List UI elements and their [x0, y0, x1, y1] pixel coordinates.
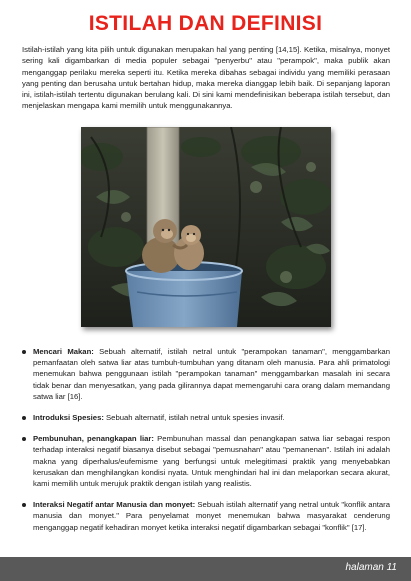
definition-item [22, 499, 390, 533]
definition-item [22, 433, 390, 489]
definitions-list [22, 346, 390, 543]
bullet-icon [22, 416, 26, 420]
definition-term: Mencari Makan: [33, 347, 94, 356]
bullet-icon [22, 437, 26, 441]
definition-text: Pembunuhan massal dan penangkapan satwa liar sebagai respon terhadap interaksi negatif biasanya disebut sebagai "pemusnahan" atau "pemanenan". Istilah ini adalah makna yang diperhalus/eufemisme yang berfungsi untuk melegitimasi praktik yang menyebabkan kerusakan dan menghilangkan kondisi nyata. Untuk menghindari hal ini dan melaporkan secara akurat, kami memilih untuk merujuk praktik dengan istilah yang realistis. [33, 434, 391, 489]
page-title: ISTILAH DAN DEFINISI [88, 12, 323, 35]
intro-paragraph: Istilah-istilah yang kita pilih untuk digunakan merupakan hal yang penting [14,15]. Ketika, misalnya, monyet sering kali digambarkan di media populer sebagai "penyerbu" atau "perampok", maka publik akan menganggap perilaku mereka seperti itu. Ketika mereka dibahas sebagai individu yang memiliki perasaan yang penting dan berusaha untuk bertahan hidup, maka mereka dianggap lebih baik. Di sepanjang laporan ini, istilah-istilah tertentu digunakan berulang kali. Di sini kami mendefinisikan beberapa istilah tersebut, dan menjelaskan mengapa kami memilih untuk menggunakannya. [22, 45, 390, 111]
definition-item [22, 412, 390, 423]
bullet-icon [22, 503, 26, 507]
definition-term: Introduksi Spesies: [33, 413, 104, 423]
monkey-photo-illustration [81, 127, 331, 327]
definition-term: Interaksi Negatif antar Manusia dan monyet: [33, 500, 196, 510]
definition-text: Sebuah istilah alternatif yang netral untuk "konflik antara manusia dan monyet." Para penyelamat monyet menemukan bahwa masyarakat cenderung menganggap negatif kehadiran monyet ketika interaksi negatif digambarkan sebagai "konflik" [17]. [33, 500, 390, 532]
page-number: halaman 11 [345, 562, 397, 573]
monkey-photo [81, 127, 331, 327]
bullet-icon [22, 350, 26, 354]
definition-item [22, 346, 390, 402]
definition-term: Pembunuhan, penangkapan liar: [33, 434, 154, 444]
definition-text: Sebuah alternatif, istilah netral untuk "perampokan tanaman", menggambarkan pemanfaatan oleh satwa liar atas tumbuh-tumbuhan yang ditanam oleh manusia. Para ahli primatologi menemukan bahwa penggunaan istilah "perampokan tanaman" menggambarkan masalah ini secara tidak benar dan menyesatkan, yang pada gilirannya dapat memengaruhi cara orang dalam memandang satwa liar [16]. [33, 347, 390, 401]
page-footer [0, 557, 411, 581]
definition-text: Sebuah alternatif, istilah netral untuk spesies invasif. [103, 413, 285, 423]
